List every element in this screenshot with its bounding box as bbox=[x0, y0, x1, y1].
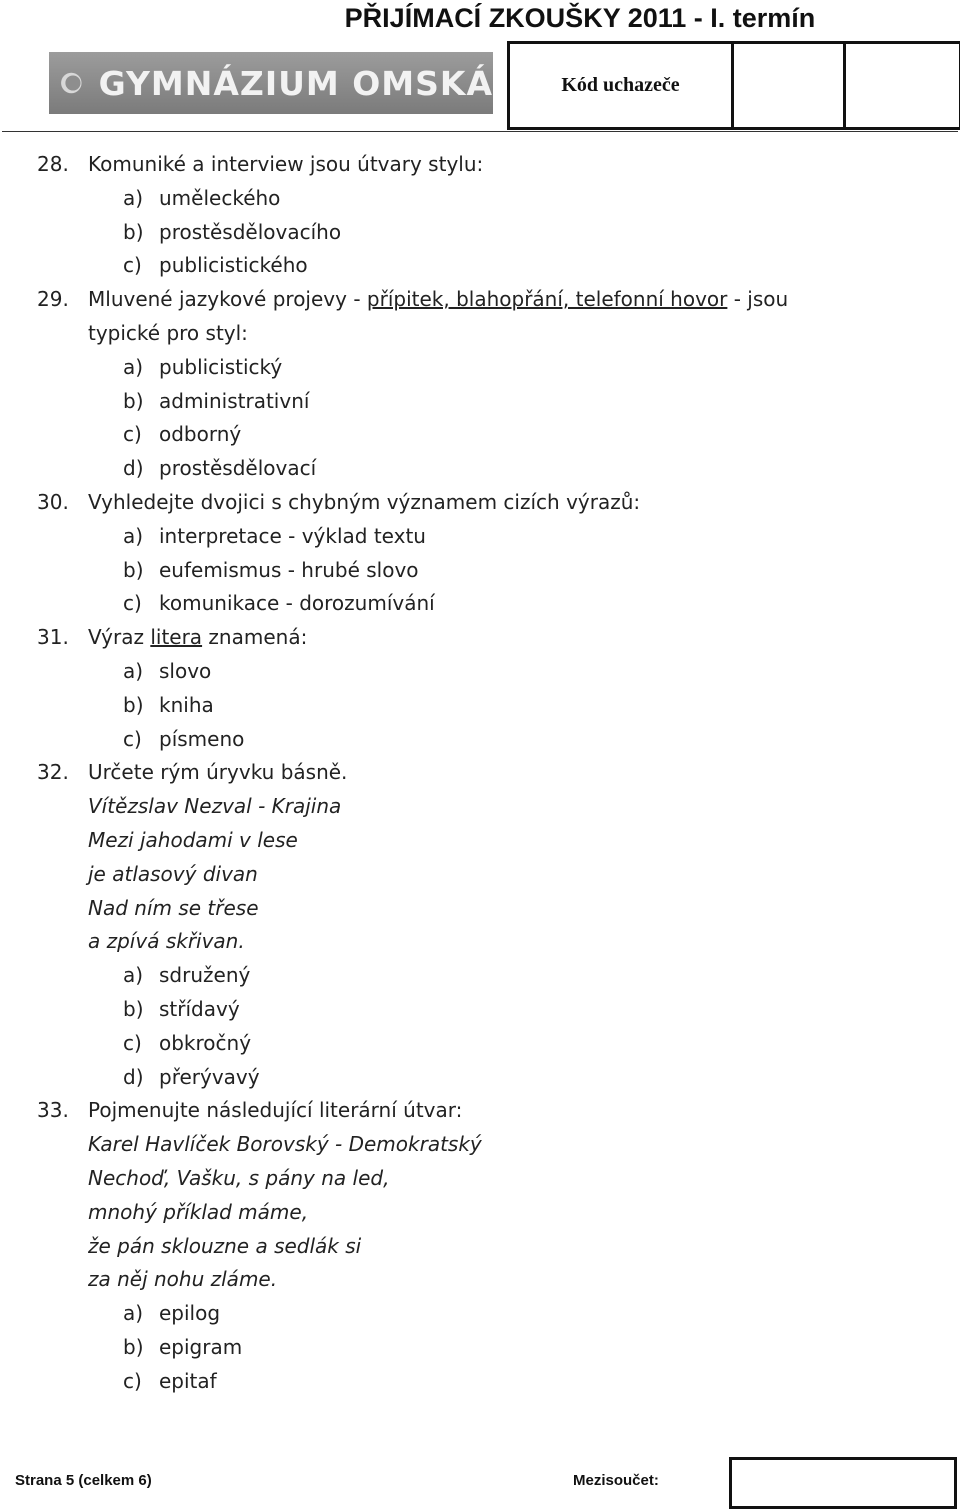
option-letter: a) bbox=[123, 354, 144, 379]
question-text: Komuniké a interview jsou útvary stylu: bbox=[88, 152, 484, 176]
option-letter: a) bbox=[123, 185, 144, 210]
option[interactable] bbox=[37, 182, 937, 216]
question-30 bbox=[37, 486, 937, 520]
option-letter: b) bbox=[123, 996, 144, 1021]
option-letter: a) bbox=[123, 963, 144, 988]
option[interactable] bbox=[37, 959, 937, 993]
option[interactable] bbox=[37, 993, 937, 1027]
option-letter: a) bbox=[123, 658, 144, 683]
question-number: 28. bbox=[37, 152, 69, 176]
option-text: epitaf bbox=[159, 1368, 217, 1393]
option[interactable] bbox=[37, 520, 937, 554]
option-text: slovo bbox=[159, 658, 212, 683]
option-text: eufemismus - hrubé slovo bbox=[159, 557, 419, 582]
school-logo-icon bbox=[60, 62, 83, 104]
option[interactable] bbox=[37, 587, 937, 621]
question-32 bbox=[37, 756, 937, 790]
option-text: obkročný bbox=[159, 1030, 252, 1055]
question-number: 33. bbox=[37, 1098, 69, 1123]
option-letter: d) bbox=[123, 1064, 144, 1089]
option-text: prostěsdělovací bbox=[159, 456, 317, 481]
school-name: GYMNÁZIUM OMSKÁ bbox=[98, 63, 493, 103]
question-number: 31. bbox=[37, 625, 69, 650]
question-number: 30. bbox=[37, 489, 69, 514]
option-text: střídavý bbox=[159, 996, 240, 1021]
underlined-text: litera bbox=[150, 625, 203, 650]
poem-line: Mezi jahodami v lese bbox=[88, 827, 298, 852]
school-logo bbox=[49, 52, 493, 114]
question-text-continued: typické pro styl: bbox=[88, 320, 248, 345]
option[interactable] bbox=[37, 1331, 937, 1365]
option-letter: b) bbox=[123, 557, 144, 582]
poem-line: a zpívá skřivan. bbox=[88, 929, 245, 954]
option[interactable] bbox=[37, 655, 937, 689]
option-letter: c) bbox=[123, 1030, 142, 1055]
applicant-code-box bbox=[507, 41, 960, 130]
option-text: komunikace - dorozumívání bbox=[159, 591, 435, 616]
option-letter: c) bbox=[123, 591, 142, 616]
option-letter: c) bbox=[123, 422, 142, 447]
question-33 bbox=[37, 1094, 937, 1128]
poem-line: Nechoď, Vašku, s pány na led, bbox=[88, 1165, 390, 1190]
option[interactable] bbox=[37, 1061, 937, 1095]
option[interactable] bbox=[37, 723, 937, 757]
option[interactable] bbox=[37, 1365, 937, 1399]
option-letter: c) bbox=[123, 726, 142, 751]
subtotal-field[interactable] bbox=[729, 1457, 957, 1509]
applicant-code-label: Kód uchazeče bbox=[510, 44, 734, 127]
option[interactable] bbox=[37, 385, 937, 419]
option-text: kniha bbox=[159, 692, 214, 717]
option-letter: a) bbox=[123, 523, 144, 548]
page-info: Strana 5 (celkem 6) bbox=[15, 1472, 152, 1489]
option-text: odborný bbox=[159, 422, 242, 447]
applicant-code-field-2[interactable] bbox=[846, 44, 959, 127]
option-text: sdružený bbox=[159, 963, 251, 988]
option-text: uměleckého bbox=[159, 185, 281, 210]
option[interactable] bbox=[37, 249, 937, 283]
poem-line: že pán sklouzne a sedlák si bbox=[88, 1233, 362, 1258]
option-text: epigram bbox=[159, 1334, 243, 1359]
option-letter: c) bbox=[123, 253, 142, 278]
option[interactable] bbox=[37, 418, 937, 452]
option-text: prostěsdělovacího bbox=[159, 219, 342, 244]
question-29 bbox=[37, 283, 937, 317]
option-letter: a) bbox=[123, 1301, 144, 1326]
question-number: 32. bbox=[37, 760, 69, 785]
option[interactable] bbox=[37, 689, 937, 723]
option-letter: d) bbox=[123, 456, 144, 481]
question-text: Mluvené jazykové projevy - přípitek, blahopřání, telefonní hovor - jsou bbox=[88, 287, 789, 312]
poem-line: za něj nohu zláme. bbox=[88, 1267, 278, 1292]
question-text: Vyhledejte dvojici s chybným významem cizích výrazů: bbox=[88, 489, 641, 514]
question-text: Pojmenujte následující literární útvar: bbox=[88, 1098, 463, 1123]
applicant-code-field-1[interactable] bbox=[734, 44, 846, 127]
option[interactable] bbox=[37, 1297, 937, 1331]
option[interactable] bbox=[37, 452, 937, 486]
option-text: interpretace - výklad textu bbox=[159, 523, 426, 548]
poem-title: Karel Havlíček Borovský - Demokratský bbox=[88, 1132, 482, 1157]
option-letter: b) bbox=[123, 219, 144, 244]
questions bbox=[37, 148, 937, 1398]
option-text: písmeno bbox=[159, 726, 245, 751]
option[interactable] bbox=[37, 351, 937, 385]
option-text: publicistického bbox=[159, 253, 308, 278]
poem-line: je atlasový divan bbox=[88, 861, 258, 886]
option-letter: b) bbox=[123, 388, 144, 413]
option-letter: c) bbox=[123, 1368, 142, 1393]
option-text: administrativní bbox=[159, 388, 310, 413]
option[interactable] bbox=[37, 216, 937, 250]
poem-line: Nad ním se třese bbox=[88, 895, 259, 920]
option-letter: b) bbox=[123, 692, 144, 717]
poem-line: mnohý příklad máme, bbox=[88, 1199, 309, 1224]
underlined-text: přípitek, blahopřání, telefonní hovor bbox=[366, 287, 728, 312]
option-text: epilog bbox=[159, 1301, 221, 1326]
question-text: Výraz litera znamená: bbox=[88, 625, 308, 650]
question-31 bbox=[37, 621, 937, 655]
question-28 bbox=[37, 148, 937, 182]
header-divider bbox=[2, 131, 958, 132]
option[interactable] bbox=[37, 554, 937, 588]
option-letter: b) bbox=[123, 1334, 144, 1359]
option-text: přerývavý bbox=[159, 1064, 260, 1089]
subtotal-label: Mezisoučet: bbox=[573, 1472, 659, 1489]
question-number: 29. bbox=[37, 287, 69, 312]
exam-title: PŘIJÍMACÍ ZKOUŠKY 2011 - I. termín bbox=[344, 3, 816, 33]
question-text: Určete rým úryvku básně. bbox=[88, 760, 348, 785]
poem-title: Vítězslav Nezval - Krajina bbox=[88, 794, 342, 819]
option-text: publicistický bbox=[159, 354, 283, 379]
option[interactable] bbox=[37, 1027, 937, 1061]
